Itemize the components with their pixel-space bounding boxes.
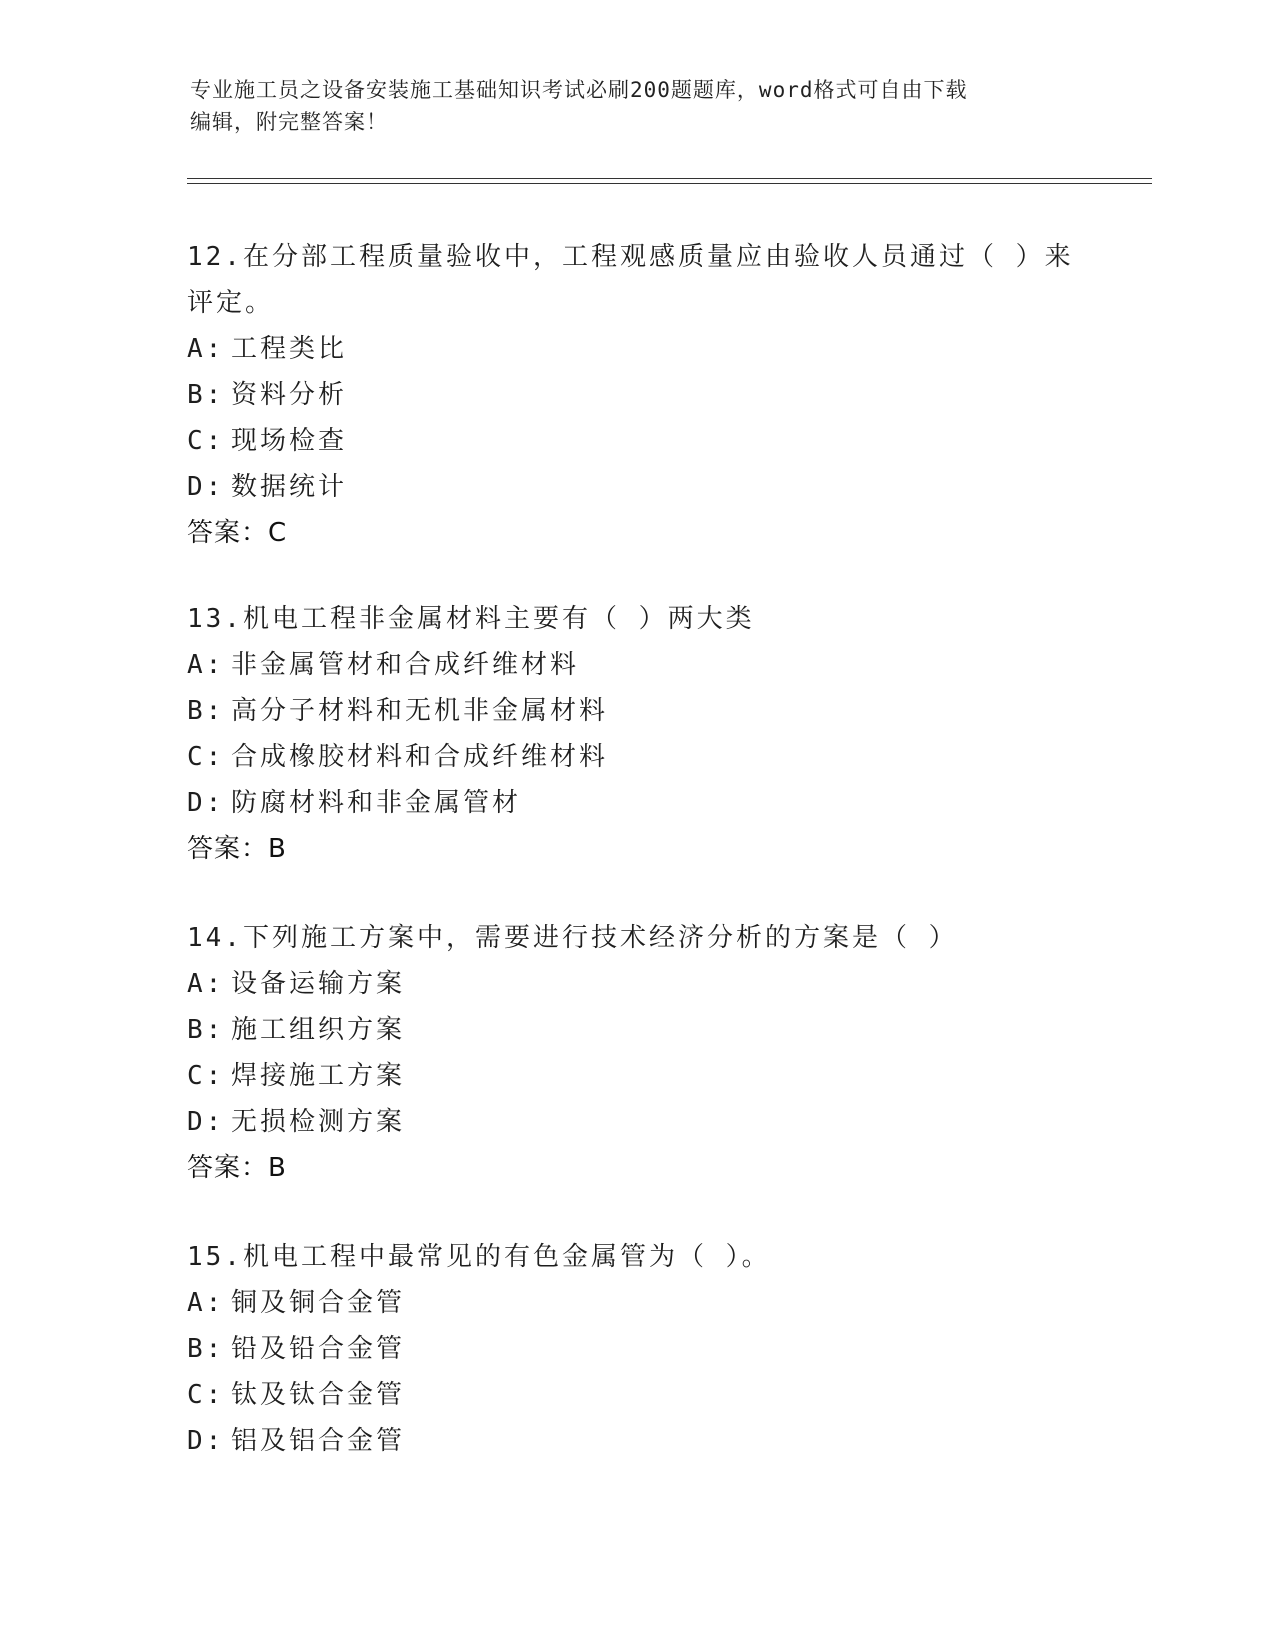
header-divider-top — [187, 178, 1152, 179]
option-a — [187, 326, 1087, 372]
option-letter: B: — [187, 1334, 225, 1364]
option-text: 铅及铅合金管 — [231, 1334, 406, 1364]
question-stem: 13.机电工程非金属材料主要有（ ）两大类 — [187, 604, 755, 634]
option-text: 高分子材料和无机非金属材料 — [231, 696, 609, 726]
option-d — [187, 780, 1087, 826]
question-stem: 14.下列施工方案中，需要进行技术经济分析的方案是（ ） — [187, 923, 958, 953]
option-text: 铜及铜合金管 — [231, 1288, 406, 1318]
question-15 — [187, 1234, 1087, 1464]
document-header — [190, 74, 1090, 138]
option-letter: A: — [187, 334, 225, 364]
option-text: 设备运输方案 — [231, 969, 406, 999]
option-text: 钛及钛合金管 — [231, 1380, 406, 1410]
option-text: 无损检测方案 — [231, 1107, 406, 1137]
option-d — [187, 1099, 1087, 1145]
option-c — [187, 1372, 1087, 1418]
question-stem: 15.机电工程中最常见的有色金属管为（ ）。 — [187, 1242, 771, 1272]
answer-label: 答案：B — [187, 834, 287, 864]
option-letter: B: — [187, 1015, 225, 1045]
option-text: 非金属管材和合成纤维材料 — [231, 650, 580, 680]
option-c — [187, 1053, 1087, 1099]
option-letter: C: — [187, 1061, 225, 1091]
option-text: 资料分析 — [231, 380, 348, 410]
option-b — [187, 688, 1087, 734]
option-letter: C: — [187, 426, 225, 456]
option-a — [187, 642, 1087, 688]
option-letter: A: — [187, 1288, 225, 1318]
option-text: 数据统计 — [231, 472, 348, 502]
answer-label: 答案：C — [187, 518, 288, 548]
option-c — [187, 734, 1087, 780]
option-text: 现场检查 — [231, 426, 348, 456]
option-c — [187, 418, 1087, 464]
option-b — [187, 372, 1087, 418]
answer-label: 答案：B — [187, 1153, 287, 1183]
option-letter: A: — [187, 650, 225, 680]
option-letter: C: — [187, 742, 225, 772]
question-12 — [187, 234, 1087, 556]
option-text: 防腐材料和非金属管材 — [231, 788, 522, 818]
option-letter: D: — [187, 1426, 225, 1456]
option-letter: D: — [187, 1107, 225, 1137]
question-stem: 12.在分部工程质量验收中，工程观感质量应由验收人员通过（ ）来 — [187, 242, 1074, 272]
option-letter: D: — [187, 472, 225, 502]
option-text: 施工组织方案 — [231, 1015, 406, 1045]
option-letter: D: — [187, 788, 225, 818]
option-b — [187, 1007, 1087, 1053]
question-13 — [187, 596, 1087, 872]
option-text: 铝及铝合金管 — [231, 1426, 406, 1456]
question-stem-continued: 评定。 — [187, 288, 275, 318]
option-letter: A: — [187, 969, 225, 999]
option-d — [187, 1418, 1087, 1464]
option-text: 工程类比 — [231, 334, 348, 364]
question-14 — [187, 915, 1087, 1191]
option-letter: B: — [187, 696, 225, 726]
option-text: 合成橡胶材料和合成纤维材料 — [231, 742, 609, 772]
option-a — [187, 1280, 1087, 1326]
option-d — [187, 464, 1087, 510]
header-divider-bottom — [187, 183, 1152, 184]
option-a — [187, 961, 1087, 1007]
option-text: 焊接施工方案 — [231, 1061, 406, 1091]
option-letter: C: — [187, 1380, 225, 1410]
option-b — [187, 1326, 1087, 1372]
option-letter: B: — [187, 380, 225, 410]
header-line-2: 编辑，附完整答案！ — [190, 110, 388, 134]
header-line-1: 专业施工员之设备安装施工基础知识考试必刷200题题库，word格式可自由下载 — [190, 78, 968, 102]
